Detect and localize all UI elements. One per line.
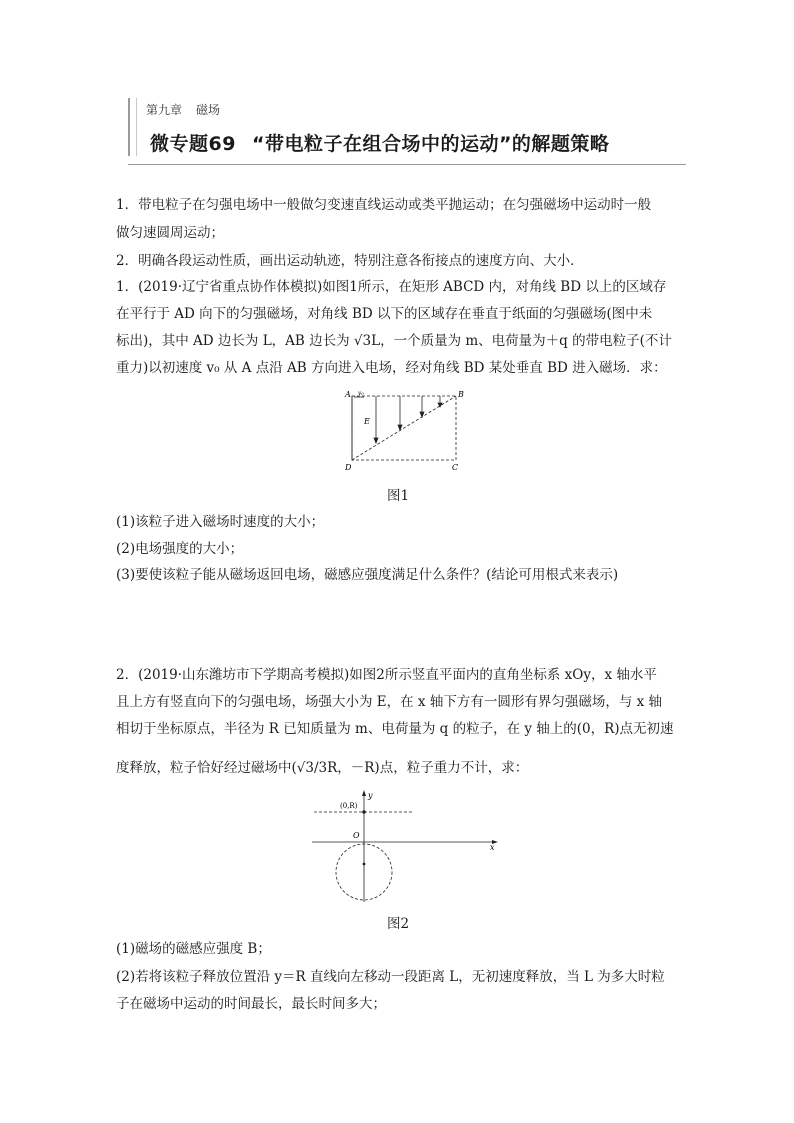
problem1-question: (1)该粒子进入磁场时速度的大小；: [116, 514, 325, 530]
figure2-diagram: [304, 790, 504, 910]
figure2-caption: 图2: [387, 916, 410, 932]
figure1-caption: 图1: [387, 488, 410, 504]
topic-title: [150, 129, 609, 156]
label-x: x: [490, 843, 495, 852]
label-point: (0,R): [340, 802, 358, 810]
problem2-question: (1)磁场的磁感应强度 B；: [116, 941, 271, 957]
intro-line: 2．明确各段运动性质，画出运动轨迹，特别注意各衔接点的速度方向、大小．: [116, 253, 584, 269]
label-d: D: [345, 463, 352, 472]
problem2-line: 度释放，粒子恰好经过磁场中(√3/3R，－R)点，粒子重力不计，求：: [116, 760, 529, 776]
label-y: y: [368, 791, 373, 800]
problem2-question: (2)若将该粒子释放位置沿 y＝R 直线向左移动一段距离 L，无初速度释放，当 L 为多大时粒: [116, 969, 665, 985]
point-0-r: [362, 810, 366, 814]
intro-line: 做匀速圆周运动；: [116, 225, 224, 241]
header-bar: [128, 98, 130, 156]
problem2-line: 相切于坐标原点，半径为 R 已知质量为 m、电荷量为 q 的粒子，在 y 轴上的(0，R)点无初速: [116, 721, 674, 737]
label-a: A: [345, 390, 351, 399]
problem1-line: 标出)，其中 AD 边长为 L，AB 边长为 √3L，一个质量为 m、电荷量为＋q 的带电粒子(不计: [116, 333, 672, 349]
header-bar-thin: [136, 98, 137, 156]
label-b: B: [458, 390, 464, 399]
topic-title-text: “带电粒子在组合场中的运动”的解题策略: [251, 133, 610, 155]
chapter-number: 第九章: [146, 103, 183, 117]
problem1-line: 重力)以初速度 v₀ 从 A 点沿 AB 方向进入电场，经对角线 BD 某处垂直 BD 进入磁场．求：: [116, 360, 667, 376]
problem2-line: 且上方有竖直向下的匀强电场，场强大小为 E，在 x 轴下方有一圆形有界匀强磁场，与 x 轴: [116, 694, 663, 710]
chapter-name: 磁场: [196, 103, 221, 117]
intro-line: 1．带电粒子在匀强电场中一般做匀变速直线运动或类平抛运动；在匀强磁场中运动时一般: [116, 197, 652, 213]
label-c: C: [452, 463, 459, 472]
header-rule: [128, 164, 686, 165]
problem1-line: 1．(2019·辽宁省重点协作体模拟)如图1所示，在矩形 ABCD 内，对角线 BD 以上的区域存: [116, 279, 667, 295]
label-v0: v₀: [358, 390, 364, 397]
label-e: E: [364, 417, 370, 426]
chapter-label: [146, 101, 234, 118]
field-arrows: [374, 396, 442, 443]
figure1-diagram: [340, 386, 470, 476]
label-origin: O: [353, 831, 360, 840]
problem1-line: 在平行于 AD 向下的匀强磁场，对角线 BD 以下的区域存在垂直于纸面的匀强磁场(图中未: [116, 306, 653, 322]
topic-number: 微专题69: [150, 133, 236, 155]
chapter-header: [128, 98, 686, 160]
problem1-question: (2)电场强度的大小；: [116, 541, 244, 557]
problem2-question: 子在磁场中运动的时间最长，最长时间多大；: [116, 996, 386, 1012]
problem1-question: (3)要使该粒子能从磁场返回电场，磁感应强度满足什么条件？(结论可用根式来表示): [116, 567, 619, 583]
problem2-line: 2．(2019·山东潍坊市下学期高考模拟)如图2所示竖直平面内的直角坐标系 xOy，x 轴水平: [116, 667, 657, 683]
